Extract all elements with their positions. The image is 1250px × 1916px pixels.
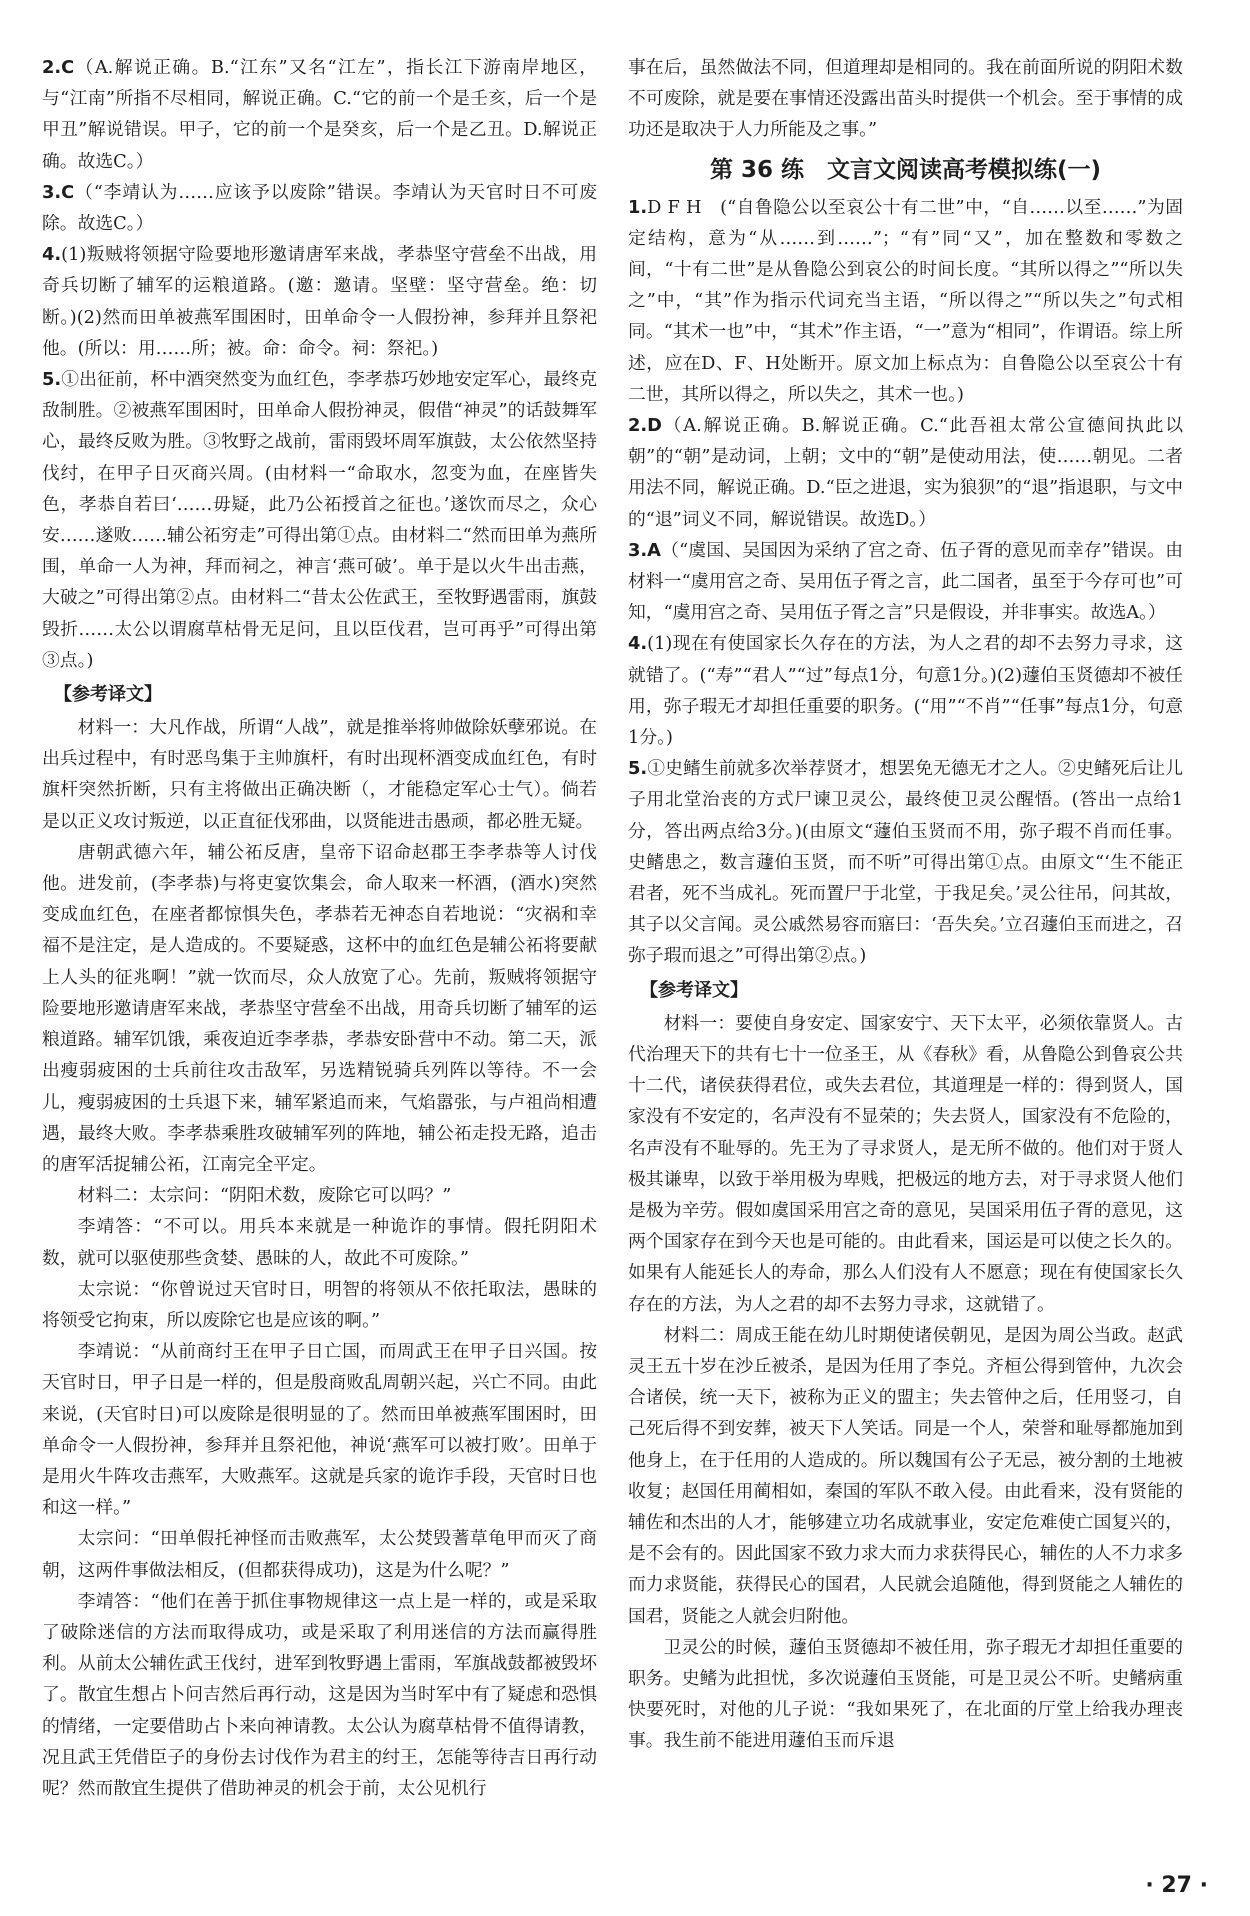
answer-number: 3.A [628, 539, 661, 561]
answer-text: (1)叛贼将领据守险要地形邀请唐军来战，孝恭坚守营垒不出战，用奇兵切断了辅军的运粮道路。(邀：邀请。坚壁：坚守营垒。绝：切断。)(2)然而田单被燕军围困时，田单命令一人假扮神，参拜并且祭祀他。(所以：用……所；被。命：命令。祠：祭祀。) [42, 244, 597, 359]
answer-number: 1. [628, 196, 648, 218]
translation-paragraph: 太宗问：“田单假托神怪而击败燕军，太公焚毁蓍草龟甲而灭了商朝，这两件事做法相反，(但都获得成功)，这是为什么呢？” [42, 1528, 597, 1581]
translation-paragraph: 材料二：周成王能在幼儿时期使诸侯朝见，是因为周公当政。赵武灵王五十岁在沙丘被杀，是因为任用了李兑。齐桓公得到管仲，九次会合诸侯，统一天下，被称为正义的盟主；失去管仲之后，任用竖刁，自己死后得不到安葬，被天下人笑话。同是一个人，荣誉和耻辱都施加到他身上，在于任用的人造成的。所以魏国有公子无忌，被分割的土地被收复；赵国任用蔺相如，秦国的军队不敢入侵。由此看来，没有贤能的辅佐和杰出的人才，能够建立功名成就事业，安定危难使亡国复兴的，是不会有的。因此国家不致力求大而力求获得民心，辅佐的人不力求多而力求贤能，获得民心的国君，人民就会追随他，得到贤能之人辅佐的国君，贤能之人就会归附他。 [628, 1324, 1183, 1627]
answer-number: 2.D [628, 415, 662, 437]
translation-paragraph: 材料二：太宗问：“阴阳术数，废除它可以吗？” [77, 1185, 452, 1207]
translation-continuation: 事在后，虽然做法不同，但道理却是相同的。我在前面所说的阴阳术数不可废除，就是要在事情还没露出苗头时提供一个机会。至于事情的成功还是取决于人力所能及之事。” [628, 57, 1183, 141]
left-column [42, 52, 597, 1804]
answer-text: （“李靖认为……应该予以废除”错误。李靖认为天官时日不可废除。故选C。） [42, 181, 597, 235]
answer-number: 3.C [42, 181, 75, 203]
translation-paragraph: 李靖答：“不可以。用兵本来就是一种诡诈的事情。假托阴阳术数，就可以驱使那些贪婪、愚昧的人，故此不可废除。” [42, 1216, 597, 1269]
page-number: · 27 · [1145, 1873, 1208, 1898]
answer-1 [628, 192, 1183, 410]
answer-4 [628, 628, 1183, 753]
answer-text: D F H (“自鲁隐公以至哀公十有二世”中，“自……以至……”为固定结构，意为“从……到……”；“有”同“又”，加在整数和零数之间，“十有二世”是从鲁隐公到哀公的时间长度。“其所以得之”“所以失之”中，“其”作为指示代词充当主语，“所以得之”“所以失之”句式相同。“其术一也”中，“其术”作主语，“一”意为“相同”，作谓语。综上所述，应在D、F、H处断开。原文加上标点为：自鲁隐公以至哀公十有二世，其所以得之，所以失之，其术一也。) [628, 196, 1184, 405]
right-column [628, 52, 1183, 1757]
translation-paragraph: 太宗说：“你曾说过天官时日，明智的将领从不依托取法，愚昧的将领受它拘束，所以废除它也是应该的啊。” [42, 1278, 597, 1331]
answer-4 [42, 239, 597, 364]
answer-number: 4. [42, 244, 62, 266]
translation-paragraph: 卫灵公的时候，蘧伯玉贤德却不被任用，弥子瑕无才却担任重要的职务。史鳍为此担忧，多次说蘧伯玉贤能，可是卫灵公不听。史鳍病重快要死时，对他的儿子说：“我如果死了，在北面的厅堂上给我办理丧事。我生前不能进用蘧伯玉而斥退 [628, 1636, 1183, 1752]
section-title: 第 36 练 文言文阅读高考模拟练(一) [709, 156, 1102, 183]
reference-translation-heading: 【参考译文】 [640, 979, 748, 1001]
answer-text: （“虞国、吴国因为采纳了宫之奇、伍子胥的意见而幸存”错误。由材料一“虞用宫之奇、吴用伍子胥之言，此二国者，虽至于今存可也”可知，“虞用宫之奇、吴用伍子胥之言”只是假设，并非事实。故选A。） [628, 539, 1183, 624]
answer-3 [42, 177, 597, 239]
answer-5 [42, 364, 597, 676]
translation-paragraph: 材料一：大凡作战，所谓“人战”，就是推举将帅做除妖孽邪说。在出兵过程中，有时恶鸟集于主帅旗杆，有时出现杯酒变成血红色，有时旗杆突然折断，只有主将做出正确决断（，才能稳定军心士气）。倘若是以正义攻讨叛逆，以正直征伐邪曲，以贤能进击愚顽，都必胜无疑。 [42, 717, 597, 832]
answer-3 [628, 535, 1183, 629]
answer-text: （A.解说正确。B.解说正确。C.“此吾祖太常公宣德间执此以朝”的“朝”是动词，上朝；文中的“朝”是使动用法，使……朝见。二者用法不同，解说正确。D.“臣之进退，实为狼狈”的“退”指退职，与文中的“退”词义不同，解说错误。故选D。） [628, 415, 1183, 530]
answer-number: 5. [42, 369, 62, 391]
translation-paragraph: 材料一：要使自身安定、国家安宁、天下太平，必须依靠贤人。古代治理天下的共有七十一位圣王，从《春秋》看，从鲁隐公到鲁哀公共十二代，诸侯获得君位，或失去君位，其道理是一样的：得到贤人，国家没有不安定的，名声没有不显荣的；失去贤人，国家没有不危险的，名声没有不耻辱的。先王为了寻求贤人，是无所不做的。他们对于贤人极其谦卑，以致于举用极为卑贱，把极远的地方去，对于寻求贤人他们是极为辛劳。假如虞国采用宫之奇的意见，吴国采用伍子胥的意见，这两个国家存在到今天也是可能的。由此看来，国运是可以使之长久的。如果有人能延长人的寿命，那么人们没有人不愿意；现在有使国家长久存在的方法，为人之君的却不去努力寻求，这就错了。 [628, 1012, 1183, 1315]
answer-text: （A.解说正确。B.“江东”又名“江左”，指长江下游南岸地区，与“江南”所指不尽相同，解说正确。C.“它的前一个是壬亥，后一个是甲丑”解说错误。甲子，它的前一个是癸亥，后一个是乙丑。D.解说正确。故选C。） [42, 57, 597, 172]
answer-number: 5. [628, 758, 648, 780]
answer-2 [42, 52, 597, 177]
translation-paragraph: 李靖说：“从前商纣王在甲子日亡国，而周武王在甲子日兴国。按天官时日，甲子日是一样的，但是殷商败乱周朝兴起，兴亡不同。由此来说，(天官时日)可以废除是很明显的了。然而田单被燕军围困时，田单命令一人假扮神，参拜并且祭祀他，神说‘燕军可以被打败’。田单于是用火牛阵攻击燕军，大败燕军。这就是兵家的诡诈手段，天官时日也和这一样。” [42, 1341, 597, 1519]
answer-text: ①出征前，杯中酒突然变为血红色，李孝恭巧妙地安定军心，最终克敌制胜。②被燕军围困时，田单命人假扮神灵，假借“神灵”的话鼓舞军心，最终反败为胜。③牧野之战前，雷雨毁坏周军旗鼓，太公依然坚持伐纣，在甲子日灭商兴周。(由材料一“命取水，忽变为血，在座皆失色，孝恭自若曰‘……毋疑，此乃公祏授首之征也。’遂饮而尽之，众心安……遂败……辅公祏穷走”可得出第①点。由材料二“然而田单为燕所围，单命一人为神，拜而祠之，神言‘燕可破’。单于是以火牛出击燕，大破之”可得出第②点。由材料二“昔太公佐武王，至牧野遇雷雨，旗鼓毁折……太公以谓腐草枯骨无足问，且以臣伐君，岂可再乎”可得出第③点。) [42, 369, 597, 671]
answer-2 [628, 410, 1183, 535]
translation-paragraph: 唐朝武德六年，辅公祏反唐，皇帝下诏命赵郡王李孝恭等人讨伐他。进发前，(李孝恭)与将吏宴饮集会，命人取来一杯酒，(酒水)突然变成血红色，在座者都惊惧失色，孝恭若无神态自若地说：“灾祸和幸福不是注定，是人造成的。不要疑惑，这杯中的血红色是辅公祏将要献上人头的征兆啊！”就一饮而尽，众人放宽了心。先前，叛贼将领据守险要地形邀请唐军来战，孝恭坚守营垒不出战，用奇兵切断了辅军的运粮道路。辅军饥饿，乘夜迫近李孝恭，孝恭安卧营中不动。第二天，派出瘦弱疲困的士兵前往攻击敌军，另选精锐骑兵列阵以等待。不一会儿，瘦弱疲困的士兵退下来，辅军紧追而来，气焰嚣张，与卢祖尚相遭遇，最终大败。李孝恭乘胜攻破辅军列的阵地，辅公祏走投无路，追击的唐军活捉辅公祏，江南完全平定。 [42, 841, 597, 1175]
answer-number: 2.C [42, 57, 75, 78]
answer-text: (1)现在有使国家长久存在的方法，为人之君的却不去努力寻求，这就错了。(“寿”“君人”“过”每点1分，句意1分。)(2)蘧伯玉贤德却不被任用，弥子瑕无才却担任重要的职务。(“用”“不肖”“任事”每点1分，句意1分。) [628, 633, 1183, 749]
answer-number: 4. [628, 633, 648, 655]
answer-text: ①史鳍生前就多次举荐贤才，想罢免无德无才之人。②史鳍死后让儿子用北堂治丧的方式尸谏卫灵公，最终使卫灵公醒悟。(答出一点给1分，答出两点给3分。)(由原文“蘧伯玉贤而不用，弥子瑕不肖而任事。史鳍患之，数言蘧伯玉贤，而不听”可得出第①点。由原文“‘生不能正君者，死不当成礼。死而置尸于北堂，于我足矣。’灵公往吊，问其故，其子以父言闻。灵公戚然易容而寤曰：‘吾失矣。’立召蘧伯玉而进之，召弥子瑕而退之”可得出第②点。) [628, 758, 1183, 967]
answer-5 [628, 753, 1183, 971]
reference-translation-heading: 【参考译文】 [54, 684, 162, 706]
translation-paragraph: 李靖答：“他们在善于抓住事物规律这一点上是一样的，或是采取了破除迷信的方法而取得成功，或是采取了利用迷信的方法而赢得胜利。从前太公辅佐武王伐纣，进军到牧野遇上雷雨，军旗战鼓都被毁坏了。散宜生想占卜问吉然后再行动，这是因为当时军中有了疑虑和恐惧的情绪，一定要借助占卜来向神请教。太公认为腐草枯骨不值得请教，况且武王凭借臣子的身份去讨伐作为君主的纣王，怎能等待吉日再行动呢？然而散宜生提供了借助神灵的机会于前，太公见机行 [42, 1590, 597, 1799]
